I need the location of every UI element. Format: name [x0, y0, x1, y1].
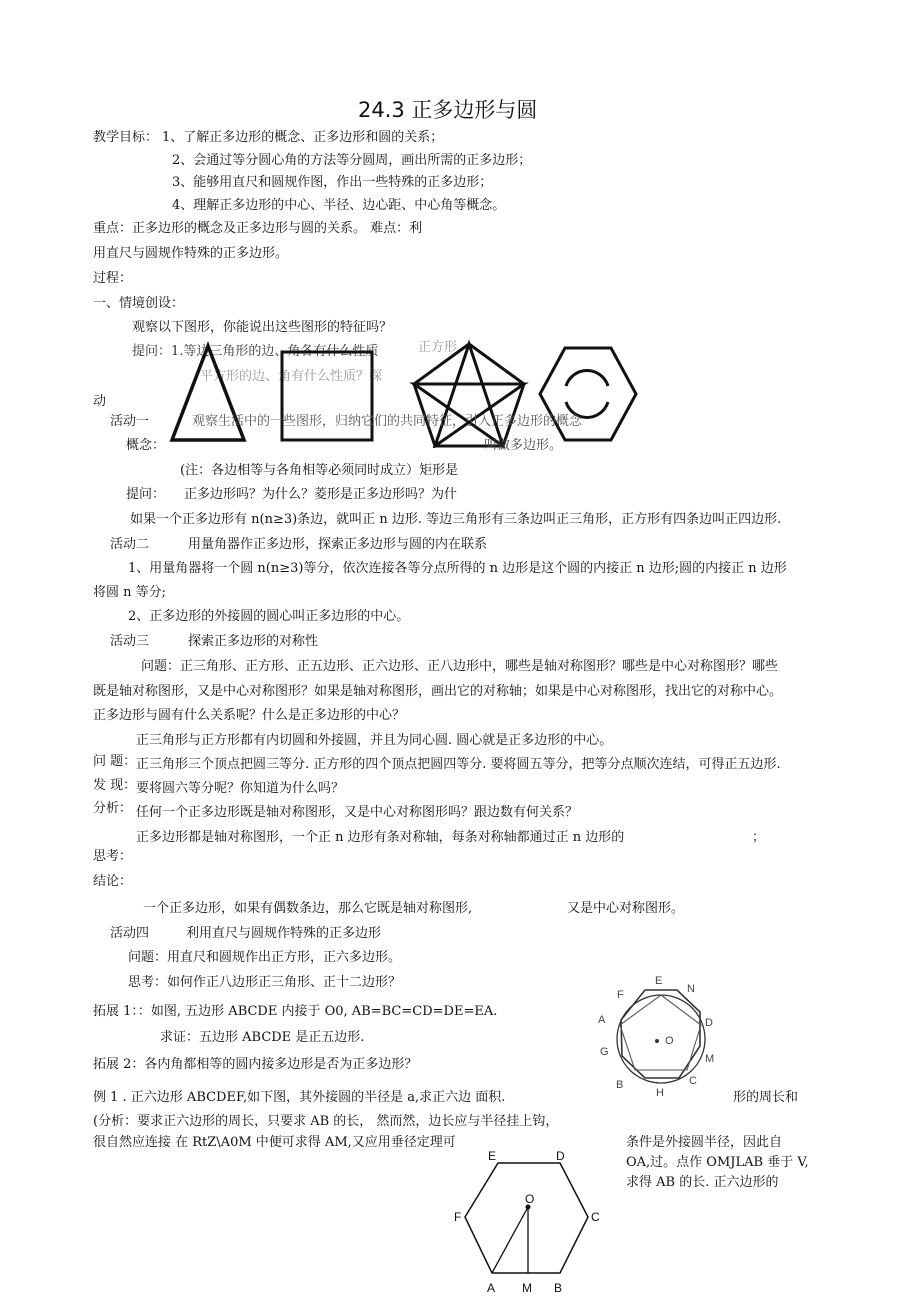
- figure-label: F: [617, 989, 624, 1001]
- goal-item: 1、了解正多边形的概念、正多边形和圆的关系；: [162, 130, 444, 145]
- side-label: 思考：: [93, 849, 133, 864]
- dong-text: 动: [93, 394, 107, 409]
- activity-label: 活动四: [110, 926, 150, 941]
- figure-label: C: [689, 1075, 697, 1087]
- extension-1-proof: 求证：五边形 ABCDE 是正五边形.: [160, 1030, 365, 1045]
- question-tail: 正方形: [418, 340, 458, 355]
- figure-label: E: [655, 975, 663, 987]
- paragraph: 任何一个正多边形既是轴对称图形，又是中心对称图形吗？跟边数有何关系？: [136, 805, 579, 820]
- process-label: 过程：: [93, 271, 133, 286]
- extension-2: 拓展 2：各内角都相等的圆内接多边形是否为正多边形？: [93, 1057, 418, 1072]
- paragraph: 2、正多边形的外接圆的圆心叫正多边形的中心。: [128, 609, 410, 624]
- paragraph: 正多边形都是轴对称图形，一个正 n 边形有条对称轴，每条对称轴都通过正 n 边形的: [136, 830, 625, 845]
- paragraph: 问题：正三角形、正方形、正五边形、正六边形、正八边形中，哪些是轴对称图形？哪些是中心对称图形？哪些: [141, 659, 779, 674]
- figure-label: O: [665, 1035, 674, 1047]
- ask-label: 提问：: [126, 487, 166, 502]
- activity-label: 活动二: [110, 537, 150, 552]
- paragraph: 正三角形三个顶点把圆三等分. 正方形的四个顶点把圆四等分. 要将圆五等分，把等分点顺次连结，可得正五边形.: [136, 757, 781, 772]
- conclusion-tail: 又是中心对称图形。: [567, 901, 685, 916]
- section-heading: 一、情境创设：: [93, 296, 185, 311]
- goal-item: 4、理解正多边形的中心、半径、边心距、中心角等概念。: [172, 198, 506, 213]
- key-points-cont: 用直尺与圆规作特殊的正多边形。: [93, 246, 289, 261]
- figure-label: B: [616, 1079, 624, 1091]
- figure-label: A: [598, 1014, 606, 1026]
- side-label: 发 现：: [93, 778, 137, 793]
- activity-text: 用量角器作正多边形，探索正多边形与圆的内在联系: [188, 537, 488, 552]
- figure-label: F: [454, 1210, 462, 1224]
- key-points: 重点：正多边形的概念及正多边形与圆的关系。 难点：利: [93, 221, 423, 236]
- observe-text: 观察以下图形，你能说出这些图形的特征吗？: [132, 320, 393, 335]
- example-text: 例 1 . 正六边形 ABCDEF,如下图，其外接圆的半径是 a,求正六边 面积.: [93, 1090, 506, 1105]
- figure-label: D: [705, 1017, 713, 1029]
- page-title: 24.3 正多边形与圆: [358, 98, 538, 122]
- example-right: 求得 AB 的长. 正六边形的: [626, 1175, 779, 1190]
- example-text: 很自然应连接 在 RtZ\A0M 中便可求得 AM,又应用垂径定理可: [93, 1135, 456, 1150]
- side-label: 结论：: [93, 874, 133, 889]
- side-label: 问 题：: [93, 754, 137, 769]
- pentagon-circle-figure: [595, 970, 725, 1100]
- paragraph-tail: ；: [752, 830, 766, 845]
- note-text: (注：各边相等与各角相等必须同时成立）矩形是: [180, 463, 459, 478]
- shapes-figure: [168, 338, 658, 448]
- paragraph: 将圆 n 等分;: [93, 585, 167, 600]
- example-right: OA,过。点作 OMJLAB 垂于 V,: [626, 1155, 809, 1170]
- figure-label: B: [554, 1281, 563, 1295]
- figure-label: G: [600, 1046, 609, 1058]
- paragraph: 思考：如何作正八边形正三角形、正十二边形？: [128, 975, 402, 990]
- example-right: 条件是外接圆半径，因此自: [626, 1135, 783, 1150]
- paragraph: 正多边形与圆有什么关系呢？什么是正多边形的中心？: [93, 708, 406, 723]
- example-text: (分析：要求正六边形的周长，只要求 AB 的长， 然而然，边长应与半径挂上钩，: [93, 1114, 559, 1129]
- conclusion-text: 一个正多边形，如果有偶数条边，那么它既是轴对称图形,: [143, 901, 473, 916]
- activity-label: 活动三: [110, 634, 150, 649]
- pentagram-shape: [414, 344, 524, 446]
- goal-item: 2、会通过等分圆心角的方法等分圆周，画出所需的正多边形；: [172, 153, 532, 168]
- figure-label: M: [522, 1281, 532, 1295]
- concept-label: 概念：: [126, 438, 166, 453]
- garbled-text: 平方形的边、角有什么性质？探: [200, 369, 383, 384]
- paragraph: 要将圆六等分呢？你知道为什么吗？: [136, 781, 345, 796]
- paragraph: 1、用量角器将一个圆 n(n≥3)等分，依次连接各等分点所得的 n 边形是这个圆的内接正 n 边形;圆的内接正 n 边形: [128, 561, 787, 576]
- hexagon-figure: [450, 1145, 610, 1301]
- figure-label: M: [705, 1053, 715, 1065]
- ask-text: 正多边形吗？为什么？菱形是正多边形吗？为什: [184, 487, 458, 502]
- side-label: 分析：: [93, 801, 133, 816]
- paragraph: 问题：用直尺和圆规作出正方形，正六多边形。: [128, 950, 402, 965]
- figure-label: H: [656, 1087, 664, 1099]
- figure-label: E: [488, 1149, 497, 1163]
- goal-item: 3、能够用直尺和圆规作图，作出一些特殊的正多边形；: [172, 175, 493, 190]
- figure-label: C: [591, 1210, 600, 1224]
- definition-text: 如果一个正多边形有 n(n≥3)条边，就叫正 n 边形. 等边三角形有三条边叫正三角形，正方形有四条边叫正四边形.: [130, 512, 782, 527]
- concept-text: 叫做多边形。: [484, 438, 563, 453]
- figure-label: O: [525, 1192, 535, 1206]
- activity-text: 探索正多边形的对称性: [188, 634, 319, 649]
- paragraph: 既是轴对称图形，又是中心对称图形？如果是轴对称图形，画出它的对称轴；如果是中心对称图形，找出它的对称中心。: [93, 684, 783, 699]
- activity-text: 观察生活中的一些图形，归纳它们的共同特征，引入正多边形的概念: [192, 414, 583, 429]
- example-tail: 形的周长和: [733, 1090, 799, 1105]
- figure-label: N: [687, 983, 695, 995]
- extension-1: 拓展 1：：如图, 五边形 ABCDE 内接于 O0, AB=BC=CD=DE=EA.: [93, 1004, 498, 1019]
- activity-label: 活动一: [110, 414, 150, 429]
- question-text: 提问：1.等边三角形的边、角各有什么性质: [132, 344, 379, 359]
- goals-label: 教学目标：: [93, 130, 159, 145]
- figure-label: A: [487, 1281, 496, 1295]
- figure-label: D: [556, 1149, 565, 1163]
- activity-text: 利用直尺与圆规作特殊的正多边形: [186, 926, 382, 941]
- paragraph: 正三角形与正方形都有内切圆和外接圆，并且为同心圆. 圆心就是正多边形的中心。: [136, 733, 613, 748]
